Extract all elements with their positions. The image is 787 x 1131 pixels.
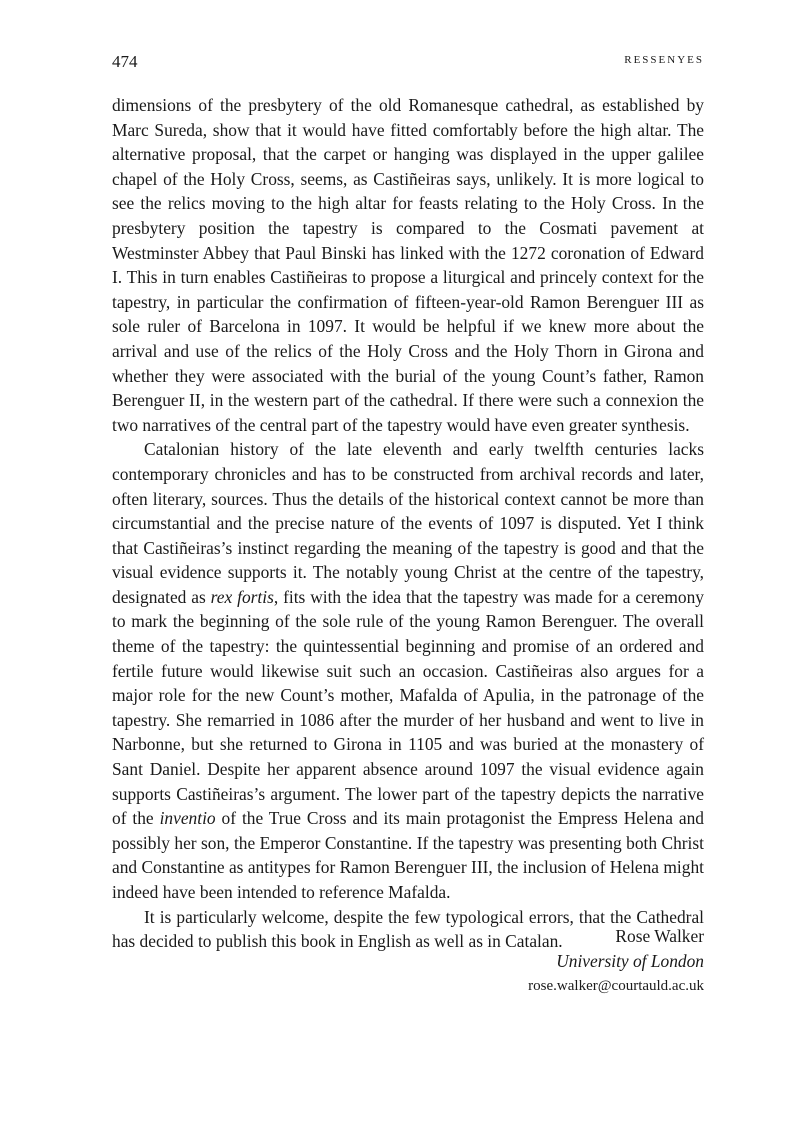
author-name: Rose Walker: [615, 926, 704, 946]
author-email[interactable]: rose.walker@courtauld.ac.uk: [528, 978, 704, 994]
paragraph-2-text-b: , fits with the idea that the tapestry was made for a ceremony to mark the beginning of the sole rule of the young Ramon Berenguer. The overall theme of the tapestry: the quintessential beginning and promise of an ordered and fertile future would likewise suit such an occasion. Castiñeiras also argues for a major role for the new Count’s mother, Mafalda of Apulia, in the patronage of the tapestry. She remarried in 1086 after the murder of her husband and went to live in Narbonne, but she returned to Girona in 1105 and was buried at the monastery of Sant Daniel. Despite her apparent absence around 1097 the visual evidence again supports Castiñeiras’s argument. The lower part of the tapestry depicts the narrative of the: [112, 586, 704, 829]
paragraph-2-text-a: Catalonian history of the late eleventh and early twelfth centuries lacks contemporary chronicles and has to be constructed from archival records and later, often literary, sources. Thus the details of the historical context cannot be more than circumstantial and the precise nature of the events of 1097 is disputed. Yet I think that Castiñeiras’s instinct regarding the meaning of the tapestry is good and that the visual evidence supports it. The notably young Christ at the centre of the tapestry, designated as: [112, 439, 704, 607]
page-number: 474: [112, 52, 138, 71]
signature-block: [528, 924, 704, 999]
paragraph-1: dimensions of the presbytery of the old Romanesque cathedral, as established by Marc Sureda, show that it would have fitted comfortably before the high altar. The alternative proposal, that the carpet or hanging was displayed in the upper galilee chapel of the Holy Cross, seems, as Castiñeiras says, unlikely. It is more logical to see the relics moving to the high altar for feasts relating to the Holy Cross. In the presbytery position the tapestry is compared to the Cosmati pavement at Westminster Abbey that Paul Binski has linked with the 1272 coronation of Edward I. This in turn enables Castiñeiras to propose a liturgical and princely context for the tapestry, in particular the confirmation of fifteen-year-old Ramon Berenguer III as sole ruler of Barcelona in 1097. It would be helpful if we knew more about the arrival and use of the relics of the Holy Cross and the Holy Thorn in Girona and whether they were associated with the burial of the young Count’s father, Ramon Berenguer II, in the western part of the cathedral. If there were such a connexion the two narratives of the central part of the tapestry would have even greater synthesis.: [112, 95, 704, 435]
paragraph-2-text-c: of the True Cross and its main protagonist the Empress Helena and possibly her son, the Emperor Constantine. If the tapestry was presenting both Christ and Constantine as antitypes for Ramon Berenguer III, the inclusion of Helena might indeed have been intended to reference Mafalda.: [112, 808, 704, 902]
paragraph-3: It is particularly welcome, despite the few typological errors, that the Cathedral has decided to publish this book in English as well as in Catalan.: [112, 906, 704, 952]
section-title: RESSENYES: [624, 54, 704, 66]
running-head: [112, 50, 704, 72]
rex-fortis-italic: rex fortis: [210, 586, 274, 607]
paragraph-2: [112, 437, 704, 904]
inventio-italic: inventio: [159, 808, 216, 829]
author-affiliation: University of London: [556, 951, 704, 971]
article-body: [112, 93, 704, 954]
